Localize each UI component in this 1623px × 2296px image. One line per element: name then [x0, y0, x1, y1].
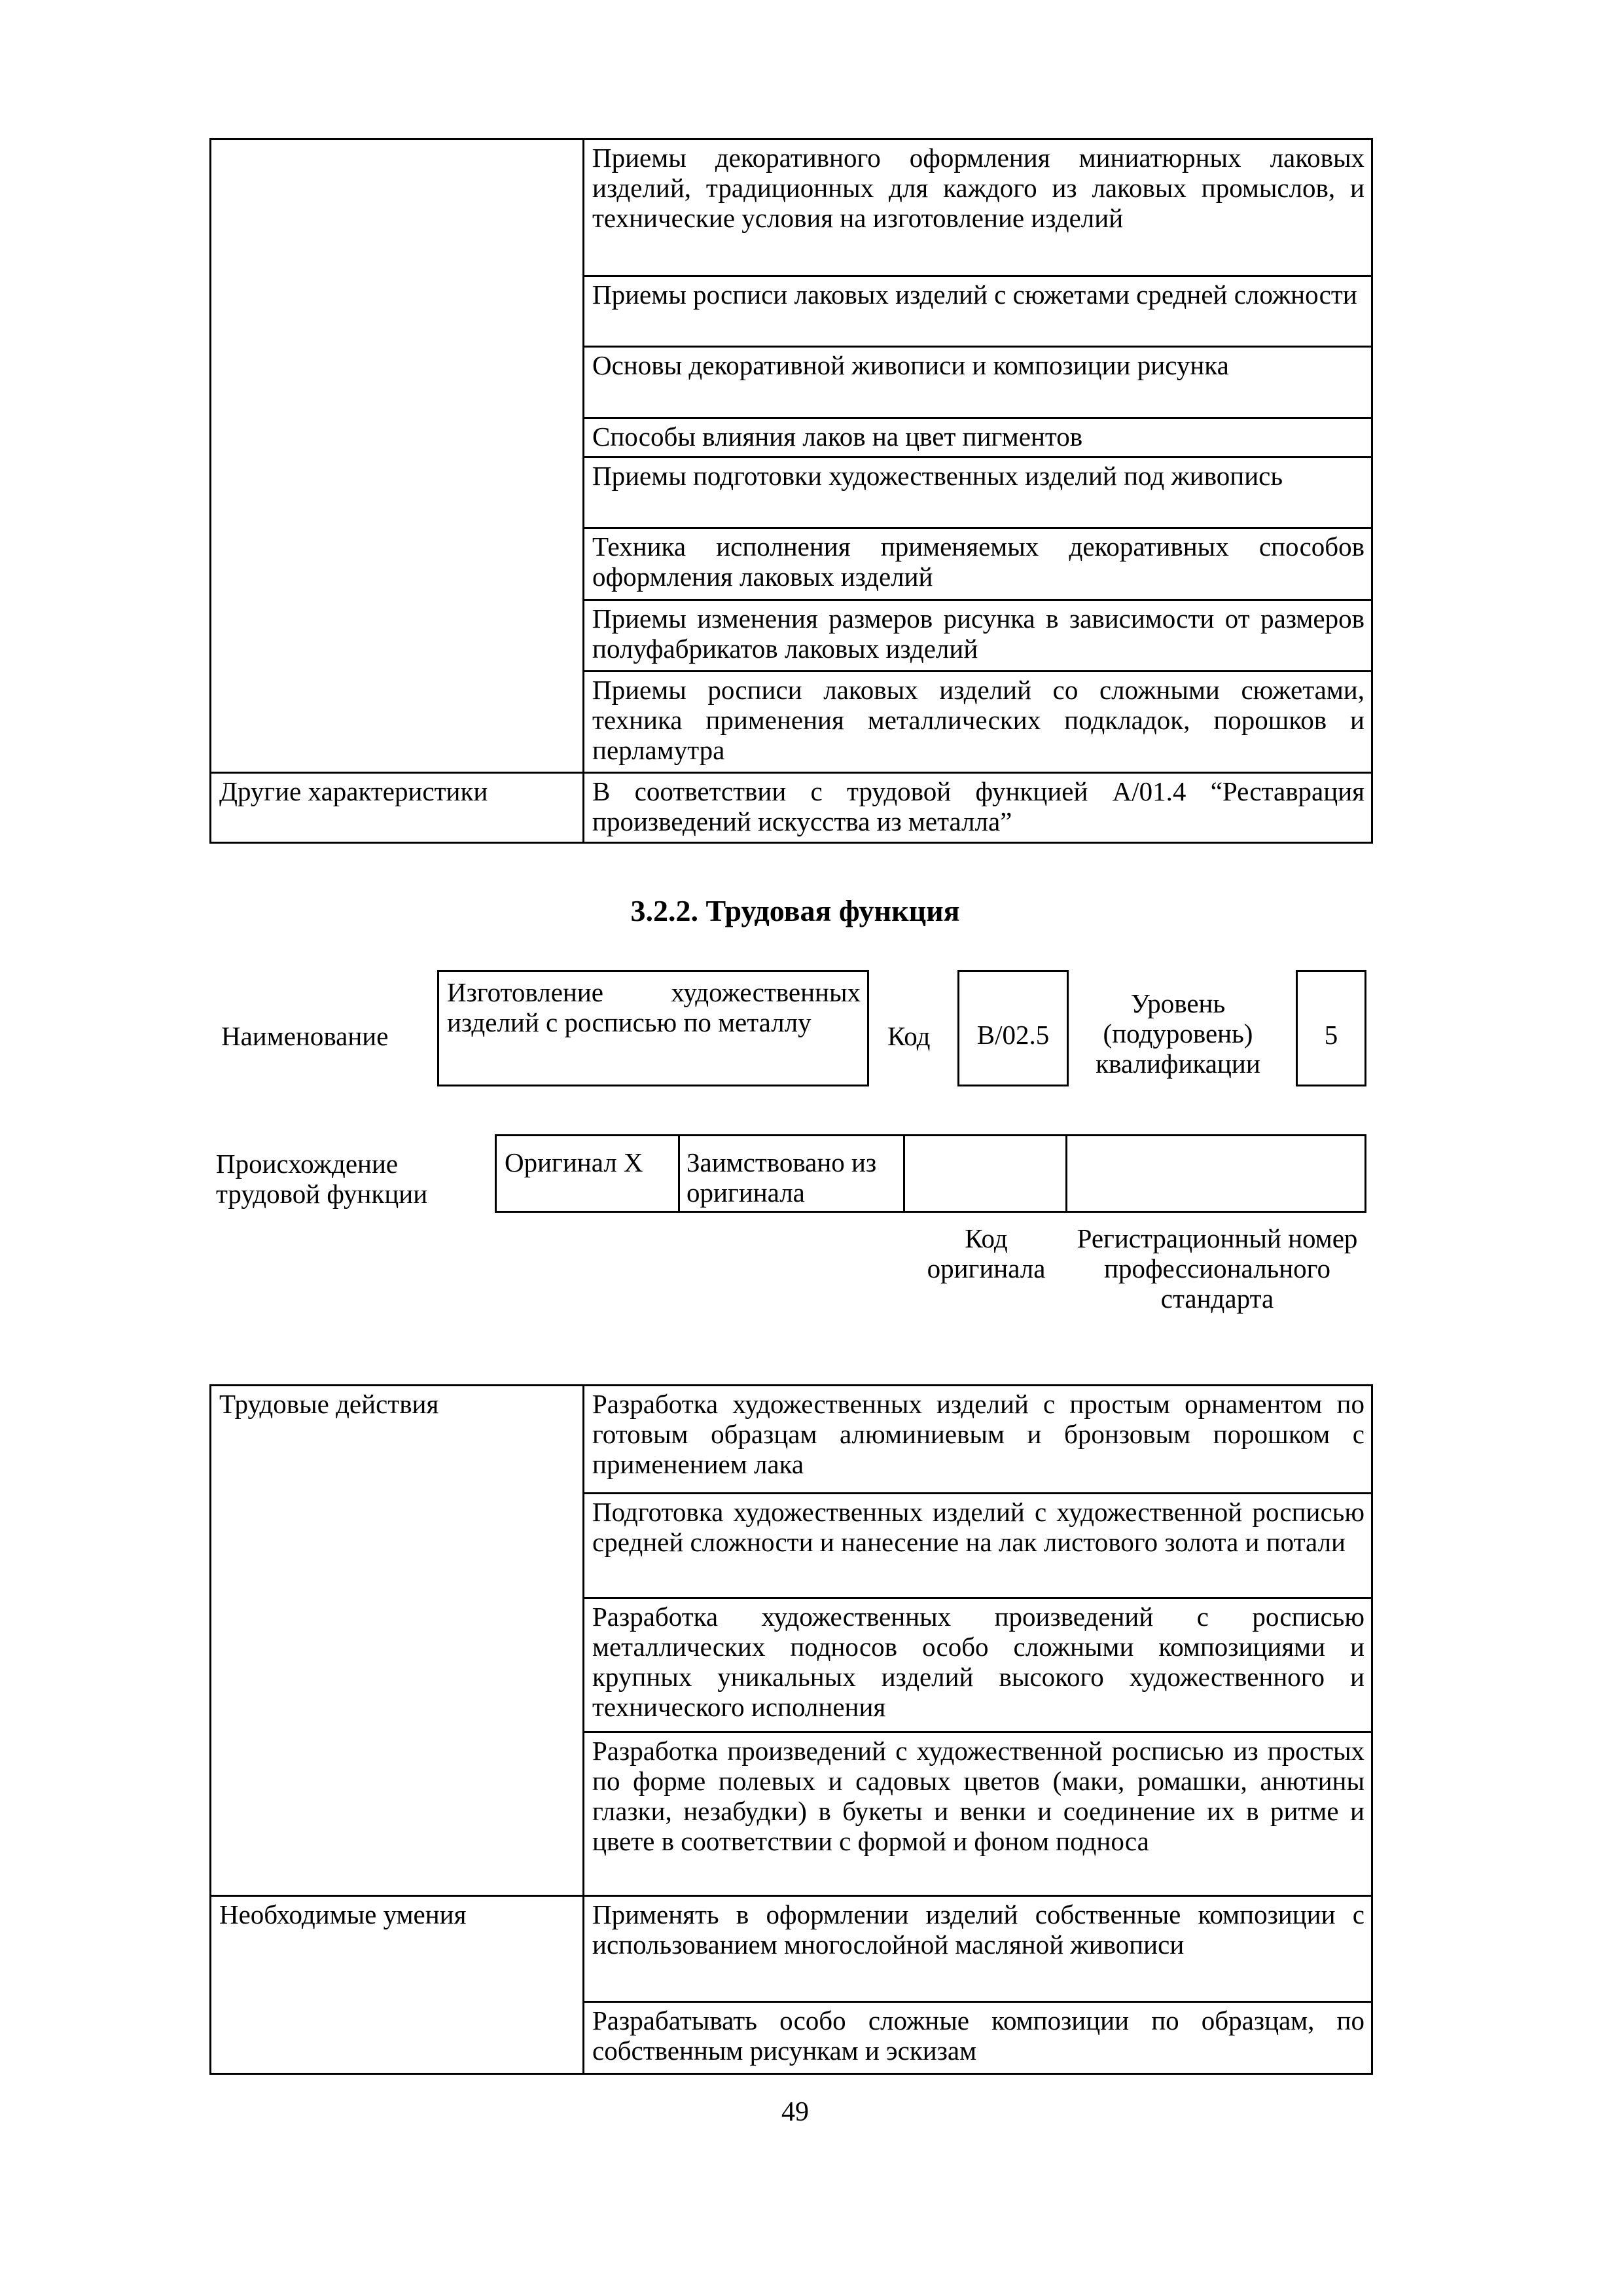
- other-characteristics-value: В соответствии с трудовой функцией А/01.4 “Реставрация произведений искусства из металла”: [584, 773, 1372, 843]
- level-value: 5: [1324, 1020, 1338, 1050]
- level-label: Уровень (подуровень) квалификации: [1096, 988, 1260, 1079]
- labor-action-item: Подготовка художественных изделий с художественной росписью средней сложности и нанесение на лак листового золота и потали: [584, 1494, 1372, 1598]
- knowledge-row: Приемы росписи лаковых изделий со сложными сюжетами, техника применения металлических подкладок, порошков и перламутра: [584, 672, 1372, 773]
- knowledge-row: Способы влияния лаков на цвет пигментов: [584, 418, 1372, 457]
- section-title: 3.2.2. Трудовая функция: [630, 894, 960, 927]
- code-value-box: [957, 970, 1069, 1086]
- knowledge-row: Приемы изменения размеров рисунка в зависимости от размеров полуфабрикатов лаковых изделий: [584, 600, 1372, 672]
- origin-borrowed-box: [678, 1134, 905, 1213]
- code-label: Код: [887, 1021, 931, 1051]
- origin-original-box: [495, 1134, 678, 1213]
- labor-action-item: Разработка художественных произведений с росписью металлических подносов особо сложными композициями и крупных уникальных изделий высокого художественного и технического исполнения: [584, 1598, 1372, 1732]
- other-characteristics-label: Другие характеристики: [211, 773, 584, 843]
- required-skill-item: Разрабатывать особо сложные композиции по образцам, по собственным рисункам и эскизам: [584, 2002, 1372, 2074]
- page-number: 49: [781, 2097, 809, 2127]
- name-label: Наименование: [221, 1021, 389, 1051]
- origin-code-box: [905, 1134, 1067, 1213]
- knowledge-label-cell: [211, 139, 584, 773]
- required-skill-item: Применять в оформлении изделий собственные композиции с использованием многослойной масляной живописи: [584, 1896, 1372, 2002]
- origin-label: Происхождение трудовой функции: [216, 1149, 428, 1209]
- knowledge-row: Техника исполнения применяемых декоративных способов оформления лаковых изделий: [584, 528, 1372, 600]
- actions-table: [209, 1384, 1373, 2075]
- labor-action-item: Разработка произведений с художественной росписью из простых по форме полевых и садовых цветов (маки, ромашки, анютины глазки, незабудки) в букеты и венки и соединение их в ритме и цвете в соответствии с формой и фоном подноса: [584, 1732, 1372, 1896]
- code-original-caption: Код оригинала: [927, 1223, 1046, 1283]
- knowledge-row: Приемы подготовки художественных изделий под живопись: [584, 457, 1372, 528]
- original-mark: X: [624, 1147, 643, 1177]
- name-value: Изготовление художественных изделий с росписью по металлу: [447, 977, 861, 1037]
- labor-actions-label: Трудовые действия: [211, 1386, 584, 1896]
- knowledge-row: Основы декоративной живописи и композиции рисунка: [584, 347, 1372, 418]
- borrowed-label: Заимствовано из оригинала: [687, 1147, 877, 1208]
- name-value-box: [437, 970, 869, 1086]
- level-value-box: [1296, 970, 1366, 1086]
- knowledge-row: Приемы росписи лаковых изделий с сюжетами средней сложности: [584, 276, 1372, 347]
- required-skills-label: Необходимые умения: [211, 1896, 584, 2074]
- original-label: Оригинал: [505, 1147, 617, 1177]
- knowledge-table: [209, 138, 1373, 844]
- knowledge-row: Приемы декоративного оформления миниатюрных лаковых изделий, традиционных для каждого из лаковых промыслов, и технические условия на изготовление изделий: [584, 139, 1372, 276]
- labor-action-item: Разработка художественных изделий с простым орнаментом по готовым образцам алюминиевым и бронзовым порошком с применением лака: [584, 1386, 1372, 1494]
- code-value: В/02.5: [976, 1020, 1050, 1050]
- origin-reg-number-box: [1065, 1134, 1366, 1213]
- reg-number-caption: Регистрационный номер профессионального стандарта: [1077, 1223, 1358, 1314]
